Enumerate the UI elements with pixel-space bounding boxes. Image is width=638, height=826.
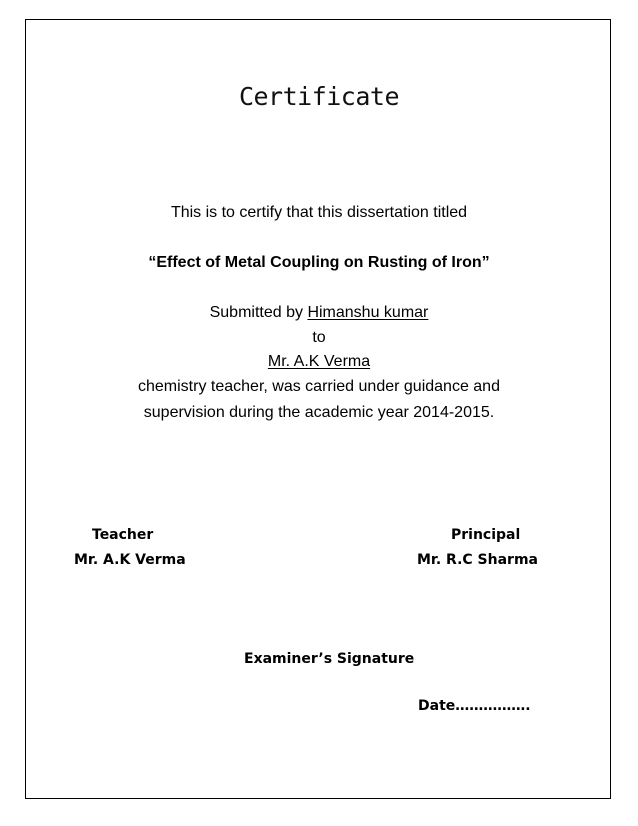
student-name: Himanshu kumar [307, 304, 429, 321]
teacher-label: Teacher [92, 527, 154, 543]
supervision-line: supervision during the academic year 2014-2015. [143, 404, 495, 421]
certificate-title: Certificate [238, 82, 400, 111]
dissertation-title: “Effect of Metal Coupling on Rusting of Iron” [148, 254, 490, 271]
teacher-name: Mr. A.K Verma [74, 552, 186, 568]
examiner-signature-label: Examiner’s Signature [244, 651, 415, 667]
guide-name-line [0, 352, 638, 372]
guide-name: Mr. A.K Verma [267, 353, 371, 370]
guide-role-line: chemistry teacher, was carried under guidance and [138, 378, 500, 395]
to-word: to [312, 329, 326, 346]
submitted-by-prefix: Submitted by [209, 304, 308, 321]
certify-statement: This is to certify that this dissertation titled [170, 204, 468, 221]
submitted-by-line [0, 303, 638, 323]
principal-name: Mr. R.C Sharma [417, 552, 538, 568]
date-label: Date……………. [418, 698, 531, 714]
principal-label: Principal [451, 527, 521, 543]
